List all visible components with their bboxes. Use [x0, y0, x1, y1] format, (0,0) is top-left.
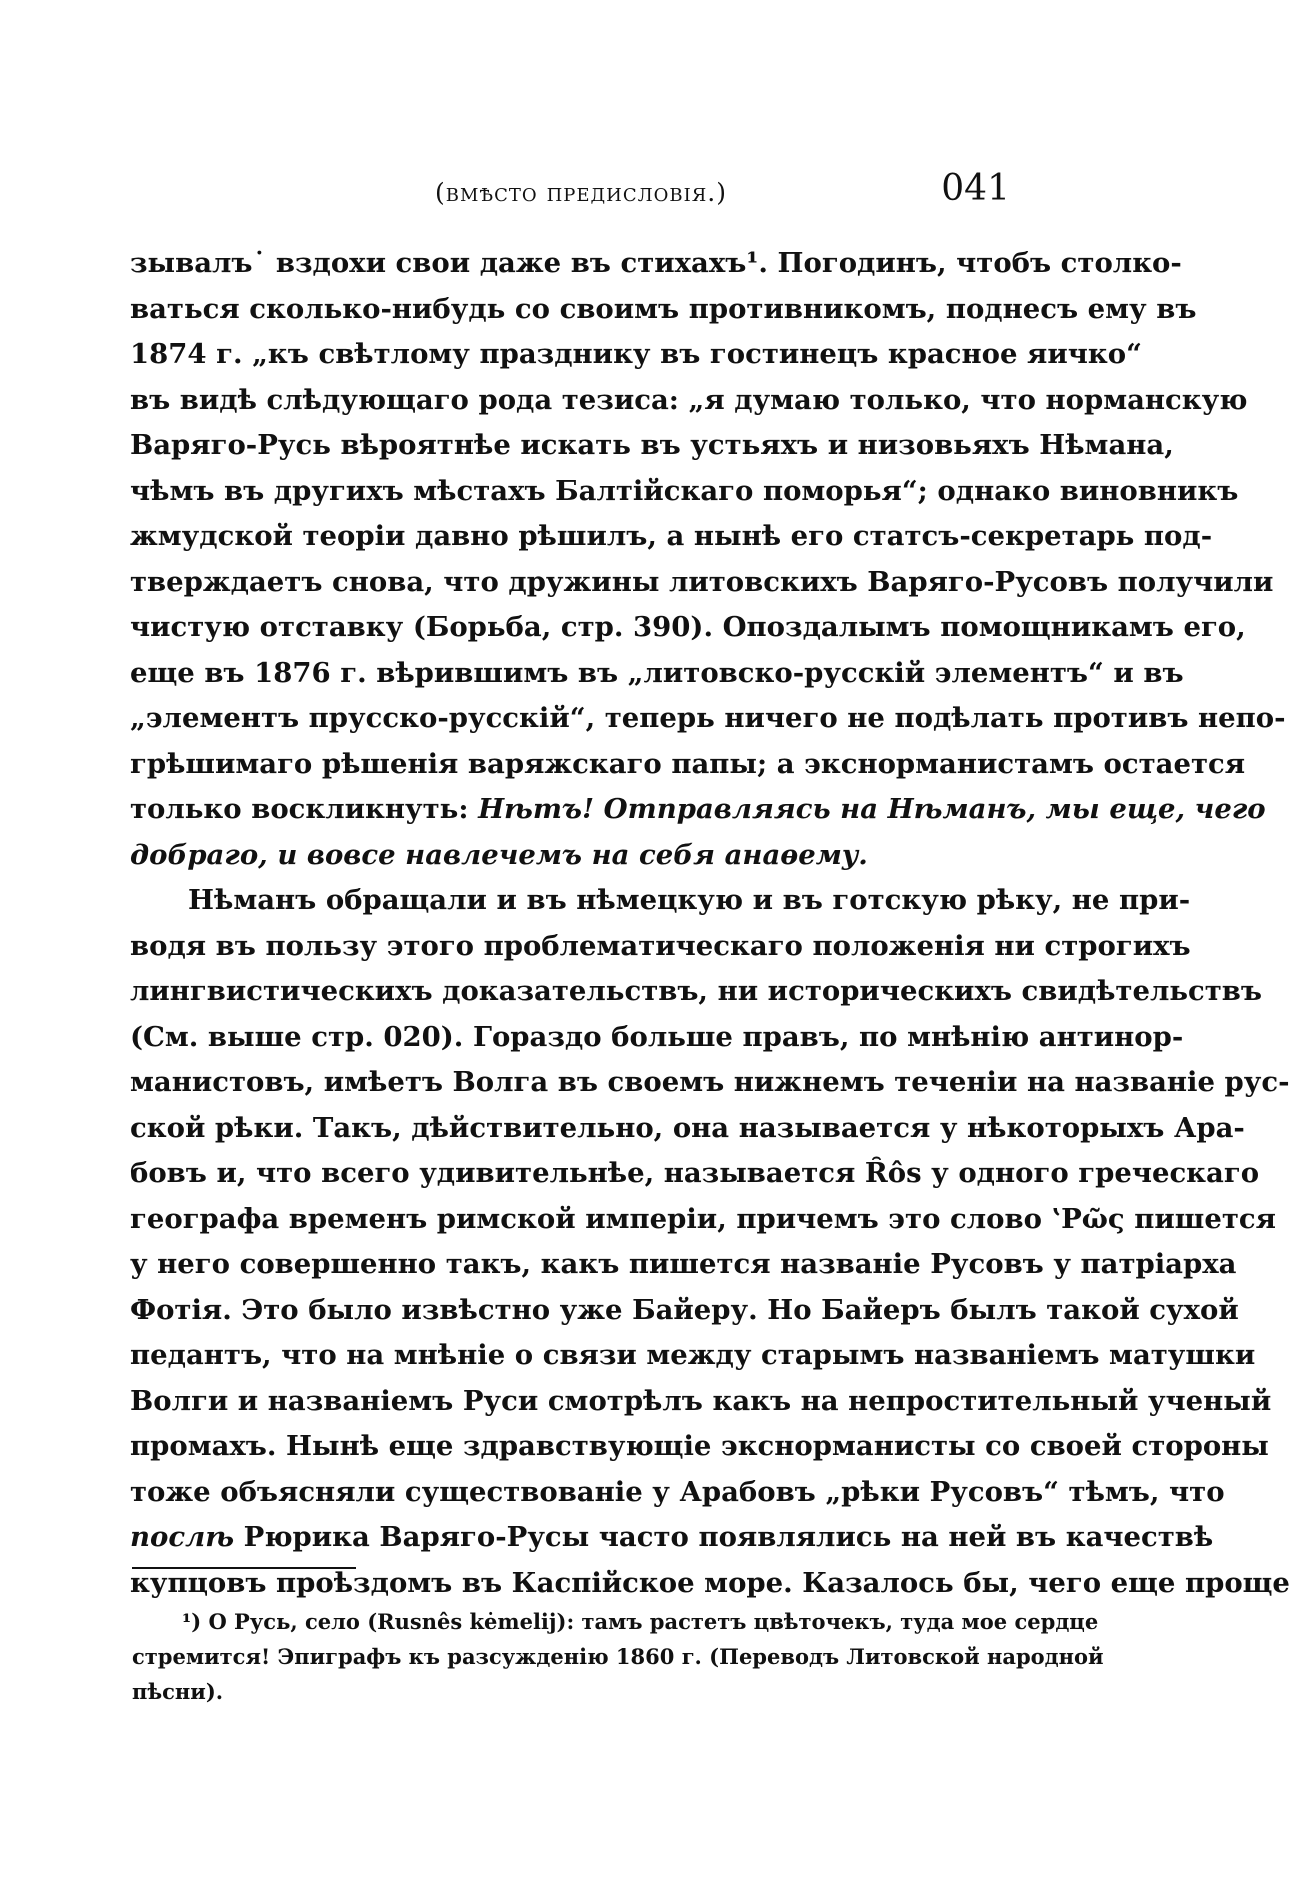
text-line: зывалъ˙ вздохи свои даже въ стихахъ¹. Погодинъ, чтобъ столко-: [130, 247, 1182, 279]
paragraph-1: [130, 241, 1286, 878]
text-line: еще въ 1876 г. вѣрившимъ въ „литовско-русскій элементъ“ и въ: [130, 656, 1184, 689]
italic-quote-end: добраго, и вовсе навлечемъ на себя анаѳему.: [130, 838, 868, 871]
running-head: [130, 168, 1010, 218]
text-line: лингвистическихъ доказательствъ, ни историческихъ свидѣтельствъ: [130, 975, 1263, 1007]
footnote-text: О Русь, село (Rusnês kėmelij): тамъ растетъ цвѣточекъ, туда мое сердце: [208, 1609, 1099, 1634]
text-line: въ видѣ слѣдующаго рода тезиса: „я думаю только, что норманскую: [130, 383, 1248, 416]
text-line: водя въ пользу этого проблематическаго положенія ни строгихъ: [130, 929, 1191, 962]
text-line: [130, 787, 1266, 833]
text-line: (См. выше стр. 020). Гораздо больше правъ, по мнѣнію антинор-: [130, 1020, 1184, 1053]
italic-word: послѣ: [130, 1521, 235, 1553]
text-line: географа временъ римской имперіи, причемъ это слово ʽΡῶς пишется: [130, 1202, 1276, 1235]
text-line: „элементъ прусско-русскій“, теперь ничего не подѣлать противъ непо-: [130, 702, 1286, 734]
text-line: тоже объясняли существованіе у Арабовъ „рѣки Русовъ“ тѣмъ, что: [130, 1475, 1225, 1508]
text-line: [130, 1515, 1214, 1561]
footnote: [132, 1604, 1104, 1709]
footnote-marker: ¹): [182, 1609, 202, 1634]
text-line: бовъ и, что всего удивительнѣе, называется Ȓôs у одного греческаго: [130, 1157, 1260, 1189]
text-line: чѣмъ въ другихъ мѣстахъ Балтійскаго поморья“; однако виновникъ: [130, 474, 1239, 507]
text-line: жмудской теоріи давно рѣшилъ, а нынѣ его статсъ-секретарь под-: [130, 520, 1213, 552]
text-line: Фотія. Это было извѣстно уже Байеру. Но Байеръ былъ такой сухой: [130, 1293, 1239, 1326]
paragraph-2: [130, 878, 1290, 1606]
footnote-line: [132, 1604, 1099, 1639]
text-line: тверждаетъ снова, что дружины литовскихъ Варяго-Русовъ получили: [130, 565, 1274, 598]
text-line: у него совершенно такъ, какъ пишется названіе Русовъ у патріарха: [130, 1248, 1237, 1280]
text-line: ской рѣки. Такъ, дѣйствительно, она называется у нѣкоторыхъ Ара-: [130, 1111, 1245, 1144]
text-line: Волги и названіемъ Руси смотрѣлъ какъ на непростительный ученый: [130, 1384, 1272, 1417]
footnote-line: пѣсни).: [132, 1679, 224, 1704]
footnote-rule: [132, 1567, 356, 1569]
text-line: Нѣманъ обращали и въ нѣмецкую и въ готскую рѣку, не при-: [188, 884, 1191, 916]
page-number: 041: [941, 168, 1010, 209]
text-span: только воскликнуть:: [130, 793, 479, 825]
text-line: педантъ, что на мнѣніе о связи между старымъ названіемъ матушки: [130, 1339, 1256, 1371]
italic-quote: Нѣтъ! Отправляясь на Нѣманъ, мы еще, чего: [478, 793, 1266, 825]
text-line: промахъ. Нынѣ еще здравствующіе экснорманисты со своей стороны: [130, 1430, 1269, 1462]
footnote-line: стремится! Эпиграфъ къ разсужденію 1860 г. (Переводъ Литовской народной: [132, 1644, 1104, 1669]
text-line: ваться сколько-нибудь со своимъ противникомъ, поднесъ ему въ: [130, 292, 1197, 325]
text-line: Варяго-Русь вѣроятнѣе искать въ устьяхъ и низовьяхъ Нѣмана,: [130, 429, 1174, 461]
body-text: [130, 241, 1290, 1606]
text-line: грѣшимаго рѣшенія варяжскаго папы; а экснорманистамъ остается: [130, 747, 1246, 780]
text-line: 1874 г. „къ свѣтлому празднику въ гостинецъ красное яичко“: [130, 338, 1142, 370]
text-line: манистовъ, имѣетъ Волга въ своемъ нижнемъ теченіи на названіе рус-: [130, 1066, 1290, 1098]
text-line: купцовъ проѣздомъ въ Каспійское море. Казалось бы, чего еще проще: [130, 1566, 1290, 1599]
running-title: (вмѣсто предисловія.): [435, 178, 728, 207]
text-line: чистую отставку (Борьба, стр. 390). Опоздалымъ помощникамъ его,: [130, 611, 1246, 643]
text-span: Рюрика Варяго-Русы часто появлялись на ней въ качествѣ: [234, 1521, 1214, 1553]
